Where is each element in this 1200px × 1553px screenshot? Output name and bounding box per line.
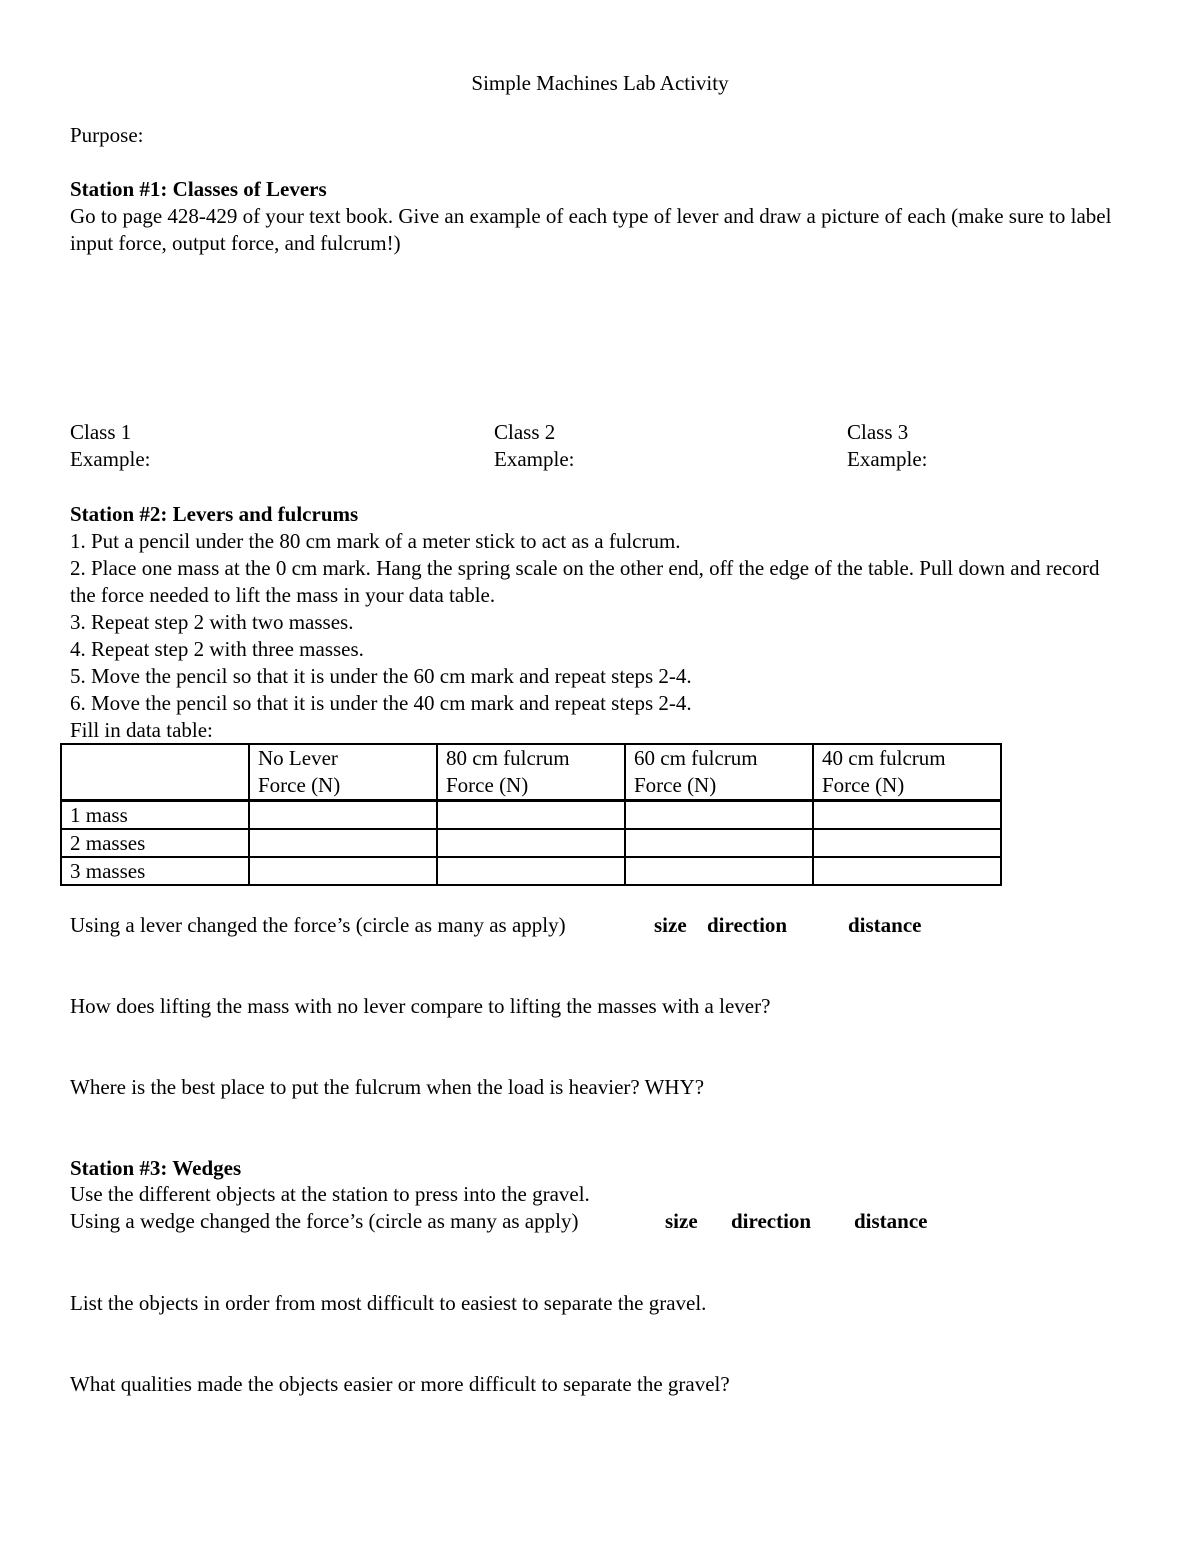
station2-question-1: How does lifting the mass with no lever compare to lifting the masses with a lever? bbox=[70, 994, 771, 1018]
lever-circle-question: Using a lever changed the force’s (circle as many as apply) bbox=[70, 913, 566, 937]
header-cell-empty bbox=[61, 744, 249, 801]
header-line: Force (N) bbox=[634, 773, 717, 797]
header-line: Force (N) bbox=[446, 773, 529, 797]
table-cell[interactable] bbox=[625, 829, 813, 857]
table-cell[interactable] bbox=[437, 801, 625, 830]
header-line: Force (N) bbox=[258, 773, 341, 797]
row-label: 2 masses bbox=[61, 829, 249, 857]
table-cell[interactable] bbox=[813, 801, 1001, 830]
station1-instructions: Go to page 428-429 of your text book. Give an example of each type of lever and draw a picture of each (make sure to label input force, output force, and fulcrum!) bbox=[70, 204, 1112, 255]
wedge-option-size[interactable]: size bbox=[665, 1209, 698, 1233]
station2-question-2: Where is the best place to put the fulcrum when the load is heavier? WHY? bbox=[70, 1075, 705, 1099]
station2-step-1: 1. Put a pencil under the 80 cm mark of a meter stick to act as a fulcrum. bbox=[70, 529, 681, 553]
header-cell-80cm bbox=[437, 744, 625, 801]
table-cell[interactable] bbox=[249, 829, 437, 857]
station2-step-5: 5. Move the pencil so that it is under the 60 cm mark and repeat steps 2-4. bbox=[70, 664, 692, 688]
station2-step-3: 3. Repeat step 2 with two masses. bbox=[70, 610, 354, 634]
purpose-label: Purpose: bbox=[70, 123, 144, 147]
station1-heading: Station #1: Classes of Levers bbox=[70, 177, 327, 201]
class3-label: Class 3 bbox=[847, 420, 909, 444]
table-cell[interactable] bbox=[437, 829, 625, 857]
lever-option-size[interactable]: size bbox=[654, 913, 687, 937]
table-row bbox=[61, 857, 1001, 885]
class3-example-label: Example: bbox=[847, 447, 928, 471]
table-cell[interactable] bbox=[437, 857, 625, 885]
document-title: Simple Machines Lab Activity bbox=[471, 71, 729, 95]
station3-instruction: Use the different objects at the station to press into the gravel. bbox=[70, 1182, 590, 1206]
wedge-circle-question: Using a wedge changed the force’s (circle as many as apply) bbox=[70, 1209, 579, 1233]
lever-option-direction[interactable]: direction bbox=[707, 913, 788, 937]
header-line: No Lever bbox=[258, 746, 338, 770]
table-row bbox=[61, 801, 1001, 830]
table-cell[interactable] bbox=[813, 857, 1001, 885]
data-table bbox=[60, 743, 1002, 886]
table-cell[interactable] bbox=[813, 829, 1001, 857]
header-cell-40cm bbox=[813, 744, 1001, 801]
table-cell[interactable] bbox=[249, 801, 437, 830]
station2-heading: Station #2: Levers and fulcrums bbox=[70, 502, 359, 526]
wedge-option-distance[interactable]: distance bbox=[854, 1209, 928, 1233]
class1-label: Class 1 bbox=[70, 420, 132, 444]
header-line: Force (N) bbox=[822, 773, 905, 797]
station3-heading: Station #3: Wedges bbox=[70, 1156, 242, 1180]
lever-option-distance[interactable]: distance bbox=[848, 913, 922, 937]
station3-question-2: What qualities made the objects easier or more difficult to separate the gravel? bbox=[70, 1372, 730, 1396]
class1-example-label: Example: bbox=[70, 447, 151, 471]
table-cell[interactable] bbox=[625, 801, 813, 830]
header-cell-no-lever bbox=[249, 744, 437, 801]
header-line: 80 cm fulcrum bbox=[446, 746, 570, 770]
row-label: 3 masses bbox=[61, 857, 249, 885]
table-header-row bbox=[61, 744, 1001, 801]
station2-step-6: 6. Move the pencil so that it is under the 40 cm mark and repeat steps 2-4. bbox=[70, 691, 692, 715]
wedge-option-direction[interactable]: direction bbox=[731, 1209, 812, 1233]
header-cell-60cm bbox=[625, 744, 813, 801]
table-row bbox=[61, 829, 1001, 857]
header-line: 40 cm fulcrum bbox=[822, 746, 946, 770]
header-line: 60 cm fulcrum bbox=[634, 746, 758, 770]
class2-label: Class 2 bbox=[494, 420, 556, 444]
table-cell[interactable] bbox=[625, 857, 813, 885]
table-label: Fill in data table: bbox=[70, 718, 213, 742]
class2-example-label: Example: bbox=[494, 447, 575, 471]
table-cell[interactable] bbox=[249, 857, 437, 885]
row-label: 1 mass bbox=[61, 801, 249, 830]
station2-step-2: 2. Place one mass at the 0 cm mark. Hang the spring scale on the other end, off the edge of the table. Pull down and record the force needed to lift the mass in your data table. bbox=[70, 556, 1100, 607]
station3-question-1: List the objects in order from most difficult to easiest to separate the gravel. bbox=[70, 1291, 707, 1315]
station2-step-4: 4. Repeat step 2 with three masses. bbox=[70, 637, 364, 661]
